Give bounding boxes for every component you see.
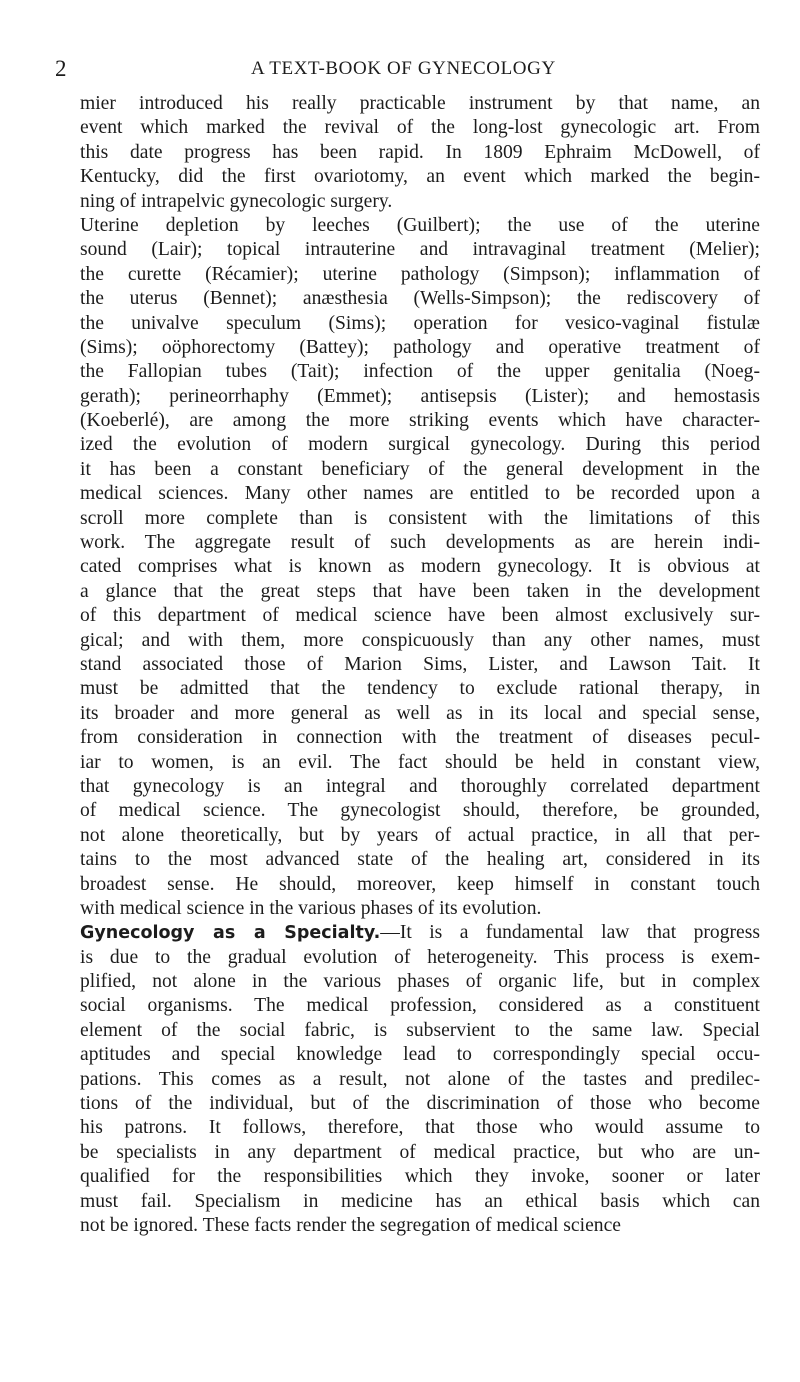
text-line (80, 141, 760, 165)
line-text: gical; and with them, more conspicuously than any other names, must (80, 629, 760, 651)
text-line (80, 1043, 760, 1067)
text-line (80, 604, 760, 628)
line-text: pations. This comes as a result, not alone of the tastes and predilec- (80, 1068, 760, 1090)
line-text: element of the social fabric, is subservient to the same law. Special (80, 1019, 760, 1041)
line-text: is due to the gradual evolution of heterogeneity. This process is exem- (80, 946, 760, 968)
line-text: tions of the individual, but of the discrimination of those who become (80, 1093, 760, 1115)
text-line (80, 970, 760, 994)
text-line (80, 848, 760, 872)
section-heading: Gynecology as a Specialty. (80, 923, 381, 944)
text-line (80, 409, 760, 433)
text-line (80, 92, 760, 116)
line-text: not alone theoretically, but by years of actual practice, in all that per- (80, 824, 760, 846)
line-text: event which marked the revival of the long-lost gynecologic art. From (80, 117, 760, 139)
text-line (80, 385, 760, 409)
text-line (80, 799, 760, 823)
line-text: scroll more complete than is consistent with the limitations of this (80, 507, 760, 529)
page-number: 2 (55, 56, 67, 81)
line-text: be specialists in any department of medical practice, but who are un- (80, 1141, 760, 1163)
line-text: iar to women, is an evil. The fact should be held in constant view, (80, 751, 760, 773)
line-text: the Fallopian tubes (Tait); infection of the upper genitalia (Noeg- (80, 361, 760, 383)
line-text: stand associated those of Marion Sims, Lister, and Lawson Tait. It (80, 653, 760, 675)
text-line (80, 994, 760, 1018)
line-text: tains to the most advanced state of the healing art, considered in its (80, 849, 760, 871)
line-text: of this department of medical science have been almost exclusively sur- (80, 605, 760, 627)
text-line (80, 897, 760, 921)
line-text: gerath); perineorrhaphy (Emmet); antisepsis (Lister); and hemostasis (80, 385, 760, 407)
line-text: it has been a constant beneficiary of the general development in the (80, 458, 760, 480)
line-text: (Sims); oöphorectomy (Battey); pathology and operative treatment of (80, 336, 760, 358)
line-text: the curette (Récamier); uterine pathology (Simpson); inflammation of (80, 263, 760, 285)
text-line (80, 165, 760, 189)
line-text: must fail. Specialism in medicine has an ethical basis which can (80, 1190, 760, 1212)
line-text: sound (Lair); topical intrauterine and intravaginal treatment (Melier); (80, 239, 760, 261)
line-text: plified, not alone in the various phases of organic life, but in complex (80, 971, 760, 993)
text-line (80, 214, 760, 238)
line-text: the uterus (Bennet); anæsthesia (Wells-Simpson); the rediscovery of (80, 288, 760, 310)
text-line (80, 1141, 760, 1165)
line-text: aptitudes and special knowledge lead to correspondingly special occu- (80, 1044, 760, 1066)
body-text (80, 92, 760, 1238)
line-text: qualified for the responsibilities which they invoke, sooner or later (80, 1166, 760, 1188)
line-text: Uterine depletion by leeches (Guilbert); the use of the uterine (80, 214, 760, 236)
line-text: the univalve speculum (Sims); operation for vesico-vaginal fistulæ (80, 312, 760, 334)
line-text: that gynecology is an integral and thoroughly correlated department (80, 775, 760, 797)
running-head (55, 57, 755, 81)
text-line (80, 726, 760, 750)
running-head-title: A TEXT-BOOK OF GYNECOLOGY (251, 58, 556, 79)
text-line (80, 190, 760, 214)
line-text: work. The aggregate result of such developments as are herein indi- (80, 532, 760, 554)
line-text: with medical science in the various phases of its evolution. (80, 897, 542, 919)
text-line (80, 1019, 760, 1043)
line-text: this date progress has been rapid. In 1809 Ephraim McDowell, of (80, 141, 760, 163)
text-line (80, 458, 760, 482)
text-line (80, 287, 760, 311)
text-line (80, 1165, 760, 1189)
text-line (80, 1116, 760, 1140)
text-line (80, 580, 760, 604)
text-line (80, 1092, 760, 1116)
text-line (80, 629, 760, 653)
text-line (80, 873, 760, 897)
line-text: of medical science. The gynecologist should, therefore, be grounded, (80, 800, 760, 822)
text-line (80, 360, 760, 384)
text-line (80, 336, 760, 360)
line-text: mier introduced his really practicable instrument by that name, an (80, 93, 760, 114)
text-line (80, 1214, 760, 1238)
line-text: broadest sense. He should, moreover, keep himself in constant touch (80, 873, 760, 895)
line-text: ized the evolution of modern surgical gynecology. During this period (80, 434, 760, 456)
line-text: from consideration in connection with the treatment of diseases pecul- (80, 727, 760, 749)
text-line (80, 775, 760, 799)
text-line (80, 238, 760, 262)
line-text: —It is a fundamental law that progress (380, 922, 760, 944)
text-line (80, 824, 760, 848)
text-line (80, 263, 760, 287)
text-line (80, 312, 760, 336)
text-line (80, 751, 760, 775)
text-line (80, 482, 760, 506)
text-line (80, 1068, 760, 1092)
line-text: his patrons. It follows, therefore, that those who would assume to (80, 1117, 760, 1139)
line-text: not be ignored. These facts render the segregation of medical science (80, 1214, 621, 1236)
text-line (80, 946, 760, 970)
text-line (80, 677, 760, 701)
line-text: social organisms. The medical profession, considered as a constituent (80, 995, 760, 1017)
line-text: its broader and more general as well as in its local and special sense, (80, 702, 760, 724)
line-text: must be admitted that the tendency to exclude rational therapy, in (80, 678, 760, 700)
text-line (80, 433, 760, 457)
line-text: medical sciences. Many other names are entitled to be recorded upon a (80, 483, 760, 505)
text-line (80, 653, 760, 677)
line-text: (Koeberlé), are among the more striking events which have character- (80, 410, 760, 432)
text-line (80, 531, 760, 555)
text-line (80, 507, 760, 531)
line-text: a glance that the great steps that have been taken in the development (80, 580, 760, 602)
text-line (80, 116, 760, 140)
line-text: cated comprises what is known as modern gynecology. It is obvious at (80, 556, 760, 578)
text-line (80, 702, 760, 726)
text-line (80, 1190, 760, 1214)
line-text: ning of intrapelvic gynecologic surgery. (80, 190, 393, 212)
line-text: Kentucky, did the first ovariotomy, an event which marked the begin- (80, 166, 760, 188)
section-heading-line (80, 921, 760, 945)
text-line (80, 555, 760, 579)
